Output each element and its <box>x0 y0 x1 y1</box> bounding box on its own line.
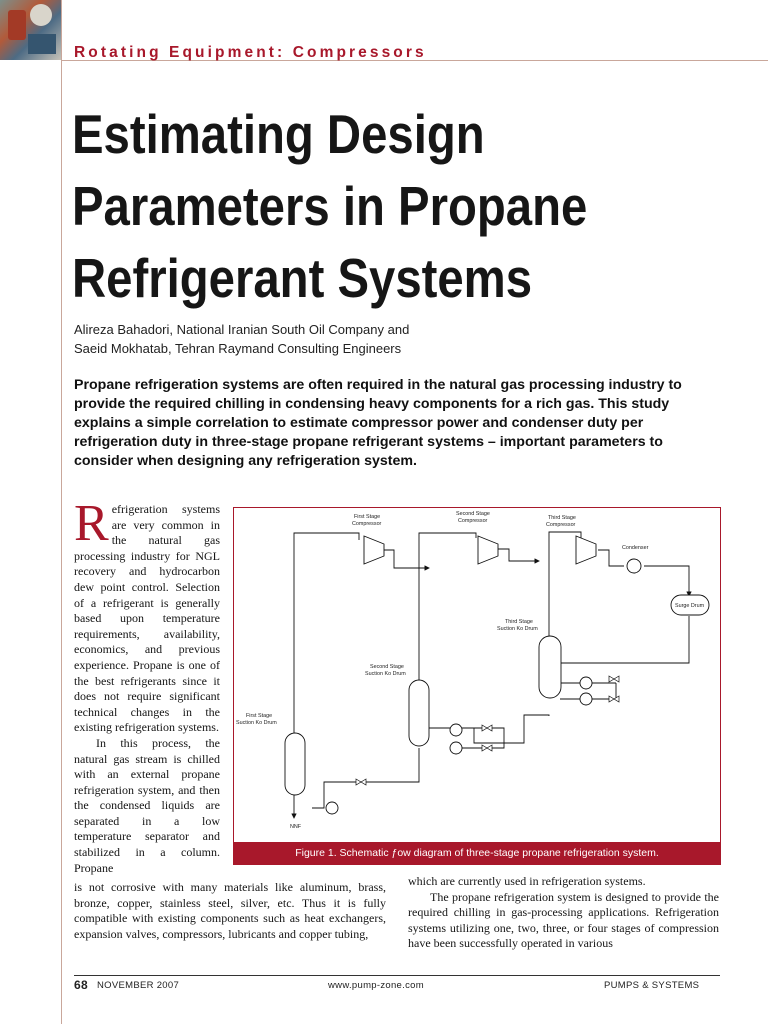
third-stage-ko-drum <box>539 636 561 698</box>
valve-icon <box>487 745 492 751</box>
valve-icon <box>482 745 487 751</box>
second-exchanger-2 <box>450 742 462 754</box>
figure-caption: Figure 1. Schematic ƒow diagram of three-stage propane refrigeration system. <box>234 842 720 864</box>
label-first-ko-2: Suction Ko Drum <box>236 720 277 726</box>
label-outlet: NNF <box>290 824 302 830</box>
third-exchanger-2 <box>580 693 592 705</box>
label-condenser: Condenser <box>622 545 649 551</box>
abstract: Propane refrigeration systems are often required in the natural gas processing industry to provide the required chilling in condensing heavy components for a rich gas. This study explains a simple correlation to estimate compressor power and condenser duty per refrigeration duty in three-stage propane refrigerant systems – important parameters to consider when designing any refrigeration system. <box>74 377 682 469</box>
label-first-compressor-2: Compressor <box>352 521 382 527</box>
second-stage-ko-drum <box>409 680 429 746</box>
flow-diagram <box>234 508 720 842</box>
valve-icon <box>614 696 619 702</box>
issue-date: NOVEMBER 2007 <box>97 980 180 991</box>
label-third-compressor-1: Third Stage <box>548 515 576 521</box>
col2-continuation: which are currently used in refrigeration systems. <box>408 874 646 888</box>
first-suction-line <box>294 533 359 735</box>
author-line-2: Saeid Mokhatab, Tehran Raymand Consulting Engineers <box>74 341 402 356</box>
third-exchanger-1 <box>580 677 592 689</box>
label-second-compressor-2: Compressor <box>458 518 488 524</box>
second-stage-compressor <box>478 536 498 564</box>
label-first-ko-1: First Stage <box>246 713 273 719</box>
author-byline <box>74 320 409 358</box>
first-stage-compressor <box>364 536 384 564</box>
page-number: 68 <box>74 978 88 992</box>
label-third-ko-2: Suction Ko Drum <box>497 626 538 632</box>
condenser-exchanger <box>627 559 641 573</box>
drop-cap: R <box>74 495 109 552</box>
second-to-first-line <box>312 748 419 808</box>
second-discharge-line <box>492 549 539 561</box>
valve-icon <box>614 676 619 682</box>
label-third-ko-1: Third Stage <box>505 619 533 625</box>
col2-paragraph: The propane refrigeration system is designed to provide the required chilling in gas-processing applications. Refrigeration systems utilizing one, two, three, or four stages of compression have been successfully operated in various <box>408 889 719 951</box>
article-title <box>72 98 665 314</box>
website-link[interactable]: www.pump-zone.com <box>328 980 424 991</box>
footer-rule <box>74 975 720 976</box>
third-discharge-line <box>598 550 624 566</box>
surge-drum-outlet <box>560 616 689 683</box>
label-third-compressor-2: Compressor <box>546 522 576 528</box>
title-line-2: Parameters in Propane <box>72 175 588 237</box>
valve-icon <box>609 696 614 702</box>
valve-icon <box>609 676 614 682</box>
valve-icon <box>482 725 487 731</box>
section-label: Rotating Equipment: Compressors <box>74 44 427 61</box>
label-second-ko-1: Second Stage <box>370 664 404 670</box>
title-line-3: Refrigerant Systems <box>72 247 533 309</box>
body-column-2 <box>408 874 719 952</box>
condenser-outlet-line <box>644 566 689 596</box>
second-exchanger-1 <box>450 724 462 736</box>
left-margin-rule <box>61 0 62 1024</box>
author-line-1: Alireza Bahadori, National Iranian South Oil Company and <box>74 322 410 337</box>
paragraph-2-start: In this process, the natural gas stream is chilled with an external propane refrigeration system, and then the condensed liquids are separated in a low temperature separator and stabilized in a column. Propane <box>74 735 220 875</box>
paragraph-1: efrigeration systems are very common in the natural gas processing industry for NGL recovery and hydrocarbon dew point control. Selection of a refrigerant is generally based upon temperature requirements, availability, economics, and previous experience. Propane is one of the best refrigerants since it does not require significant technical changes in the existing refrigeration systems. <box>74 502 220 735</box>
header-photo <box>0 0 61 60</box>
first-stage-ko-drum <box>285 733 305 795</box>
paragraph-2-continued: is not corrosive with many materials like aluminum, brass, bronze, copper, stainless steel, silver, etc. Thus it is fully compatible with existing components such as heat exchangers, expansion valves, compressors, lubricants and copper tubing, <box>74 880 386 941</box>
label-second-compressor-1: Second Stage <box>456 511 490 517</box>
body-column-1 <box>74 495 220 876</box>
first-exchanger <box>326 802 338 814</box>
label-surge-drum: Surge Drum <box>675 603 705 609</box>
second-suction-header <box>419 533 476 568</box>
third-stage-compressor <box>576 536 596 564</box>
title-line-1: Estimating Design <box>72 103 485 165</box>
valve-icon <box>356 779 361 785</box>
label-first-compressor-1: First Stage <box>354 514 381 520</box>
magazine-name: PUMPS & SYSTEMS <box>604 980 700 991</box>
valve-icon <box>487 725 492 731</box>
first-discharge-line <box>377 550 429 568</box>
label-second-ko-2: Suction Ko Drum <box>365 671 406 677</box>
figure-1 <box>233 507 721 865</box>
valve-icon <box>361 779 366 785</box>
